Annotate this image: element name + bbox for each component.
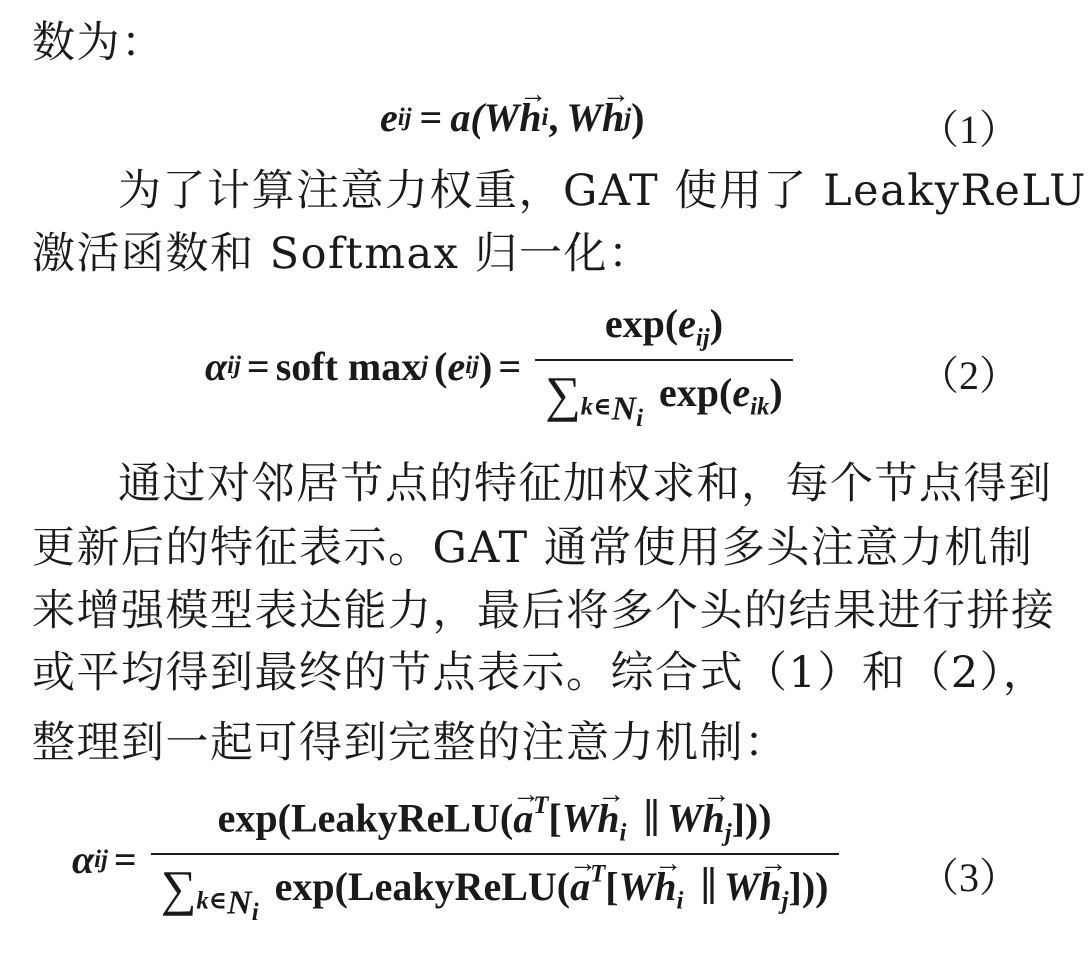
eq3-num-T: T <box>533 792 549 819</box>
text-line-7: 更新后的特征表示。GAT 通常使用多头注意力机制 <box>32 523 1034 573</box>
eq3-den-W-1: W <box>618 864 655 910</box>
eq3-num-h-vec-1: → h <box>597 795 619 842</box>
eq3-num-sub-j: j <box>724 819 732 847</box>
eq2-numerator <box>595 300 733 359</box>
eq3-num-a-vec: → a <box>513 795 533 842</box>
eq3-num-h-vec-2: → h <box>702 795 724 842</box>
eq3-denominator <box>151 855 839 927</box>
eq3-alpha: α <box>72 837 95 883</box>
text-line-10: 整理到一起可得到完整的注意力机制： <box>32 718 789 768</box>
eq3-sum-sub-i: i <box>251 899 259 927</box>
eq3-den-exp-leaky: exp(LeakyReLU( <box>274 864 571 910</box>
equation-2-body <box>205 300 801 433</box>
eq3-den-sub-i: i <box>676 887 684 915</box>
equation-1-number: （1） <box>919 107 1019 152</box>
eq1-h-vec-1: → h <box>519 94 541 141</box>
eq2-den-close: ) <box>769 369 783 415</box>
eq3-equals: = <box>113 837 137 883</box>
eq3-num-concat: ∥ <box>642 795 661 841</box>
eq2-num-exp: exp( <box>604 301 679 346</box>
eq3-fraction <box>151 792 839 927</box>
eq2-denominator <box>535 361 793 433</box>
eq3-sum-sub-N: N <box>227 884 252 922</box>
eq3-sum-symbol: ∑ <box>160 860 197 917</box>
eq2-arg-close: ) <box>479 343 493 389</box>
text-line-6: 通过对邻居节点的特征加权求和，每个节点得到 <box>118 459 1053 509</box>
eq3-den-W-2: W <box>723 864 760 910</box>
eq2-softmax-sub: j <box>421 352 429 380</box>
equation-2-number: （2） <box>919 353 1019 398</box>
eq2-arg-e-sub: ij <box>465 352 480 380</box>
eq1-sub-j: j <box>624 103 632 131</box>
eq1-comma: , <box>548 95 559 140</box>
eq3-num-exp-leaky: exp(LeakyReLU( <box>217 795 514 841</box>
eq3-den-bracket: [ <box>605 864 619 910</box>
eq3-den-h-vec-1: → h <box>654 863 676 910</box>
eq3-alpha-sub: ij <box>94 845 108 873</box>
eq2-alpha: α <box>205 343 228 389</box>
eq1-W-1: W <box>483 95 520 140</box>
eq2-den-exp: exp( <box>659 369 733 415</box>
eq2-alpha-sub: ij <box>227 352 241 380</box>
eq2-den-e-sub: ik <box>750 393 770 421</box>
eq2-equals-2: = <box>498 343 522 389</box>
eq3-num-closing: ])) <box>731 795 772 841</box>
eq1-func: a( <box>450 95 484 140</box>
eq2-fraction <box>535 300 793 433</box>
eq3-den-a-vec: → a <box>570 863 590 910</box>
eq2-sum-sub-N: N <box>611 390 637 428</box>
eq2-arg-open: ( <box>434 343 448 389</box>
eq3-numerator <box>208 792 782 853</box>
eq1-close: ) <box>631 95 645 140</box>
eq1-sub-i: i <box>541 103 549 131</box>
text-line-4: 激活函数和 Softmax 归一化： <box>32 229 653 279</box>
eq3-den-concat: ∥ <box>699 864 718 910</box>
eq3-num-W-2: W <box>666 795 703 841</box>
text-line-9: 或平均得到最终的节点表示。综合式（1）和（2）， <box>32 648 1048 698</box>
eq1-e: e <box>380 95 398 140</box>
equation-3-body <box>72 792 847 927</box>
text-line-3: 为了计算注意力权重，GAT 使用了 LeakyReLU <box>118 166 1087 216</box>
eq1-W-2: W <box>566 95 602 140</box>
eq1-h-vec-2: → h <box>602 94 624 141</box>
equation-1 <box>0 94 1089 154</box>
eq1-equals: = <box>419 95 443 140</box>
eq3-den-sub-j: j <box>781 887 789 915</box>
eq3-num-sub-i: i <box>619 819 627 847</box>
eq2-arg-e: e <box>447 343 466 389</box>
equation-1-body <box>380 94 644 141</box>
text-line-1: 数为： <box>32 18 166 68</box>
eq1-e-sub: ij <box>397 103 412 131</box>
eq2-sum-symbol: ∑ <box>545 365 581 422</box>
equation-3 <box>0 792 1089 942</box>
eq3-den-T: T <box>590 860 606 888</box>
eq3-sum-sub-k: k∈ <box>196 887 228 915</box>
equation-2 <box>0 300 1089 430</box>
equation-3-number: （3） <box>919 855 1019 900</box>
eq2-sum-sub-k: k∈ <box>580 393 612 421</box>
eq2-sum-sub-i: i <box>636 404 644 432</box>
eq2-equals-1: = <box>246 343 270 389</box>
eq3-den-closing: ])) <box>788 864 829 910</box>
eq3-den-h-vec-2: → h <box>759 863 781 910</box>
eq2-den-e: e <box>732 369 751 415</box>
eq2-num-e: e <box>678 301 696 346</box>
text-line-8: 来增强模型表达能力，最后将多个头的结果进行拼接 <box>32 586 1056 636</box>
eq2-softmax: soft max <box>275 343 422 389</box>
eq3-num-bracket: [ <box>548 795 562 841</box>
eq3-num-W-1: W <box>561 795 598 841</box>
eq2-num-close: ) <box>709 301 724 346</box>
eq2-num-e-sub: ij <box>695 324 710 352</box>
